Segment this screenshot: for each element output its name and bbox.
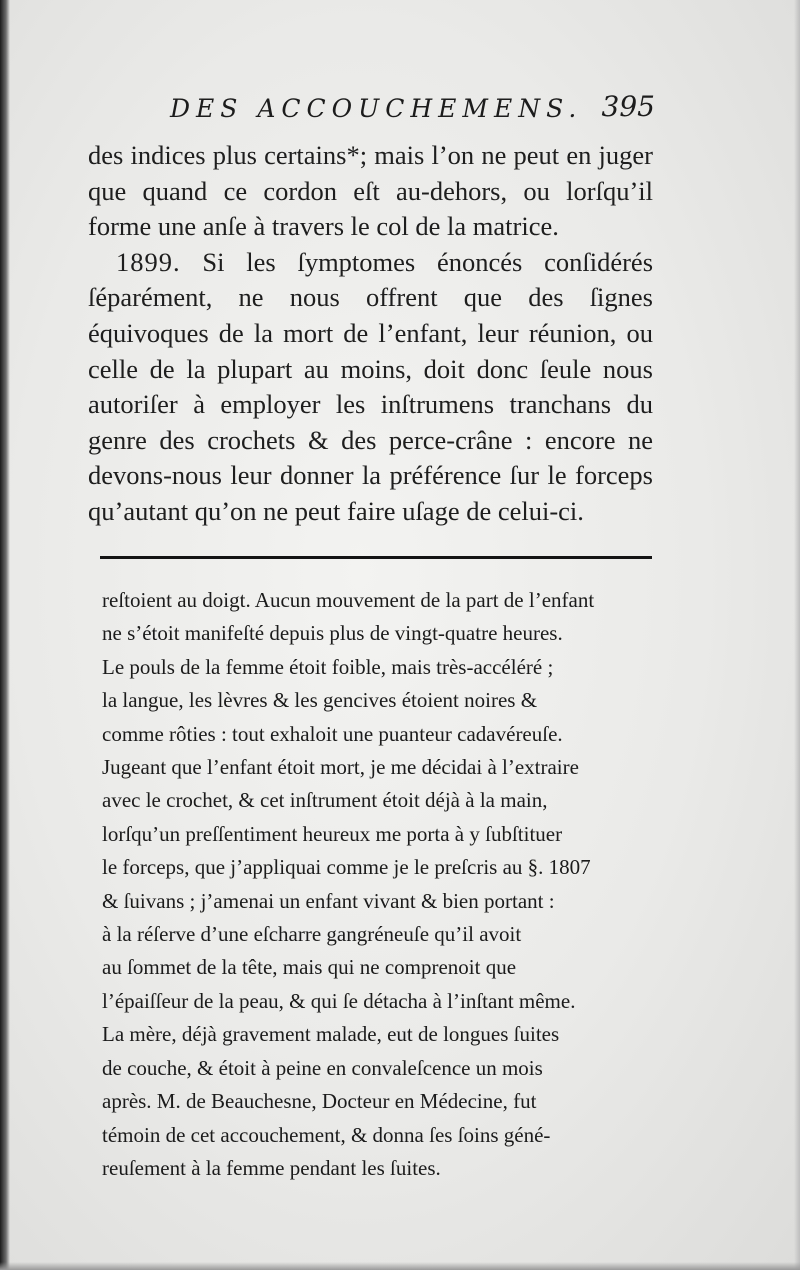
footnote-line: le forceps, que j’appliquai comme je le preſcris au §. 1807	[102, 855, 591, 880]
footnote-line: lorſqu’un preſſentiment heureux me porta à y ſubſtituer	[102, 821, 563, 846]
footnote-line: l’épaiſſeur de la peau, & qui ſe détacha à l’inſtant même.	[102, 988, 576, 1013]
main-text	[88, 138, 653, 530]
paragraph-2	[88, 245, 653, 530]
footnote-rule	[100, 556, 652, 559]
paragraph-number: 1899.	[116, 246, 181, 277]
footnote	[102, 584, 657, 1185]
footnote-line: reuſement à la femme pendant les ſuites.	[102, 1155, 441, 1180]
footnote-line: La mère, déjà gravement malade, eut de longues ſuites	[102, 1022, 560, 1047]
footnote-line: avec le crochet, & cet inſtrument étoit déjà à la main,	[102, 788, 548, 813]
footnote-line: reſtoient au doigt. Aucun mouvement de la part de l’enfant	[102, 588, 595, 612]
page-shadow-right	[794, 0, 800, 1270]
footnote-line: Jugeant que l’enfant étoit mort, je me décidai à l’extraire	[102, 755, 579, 780]
paragraph-2-text: Si les ſymptomes énoncés conſidérés ſéparément, ne nous offrent que des ſignes équivoques de la mort de l’enfant, leur réunion, ou celle de la plupart au moins, doit donc ſeule nous autoriſer à employer les inſtrumens tranchans du genre des crochets & des perce-crâne : encore ne devons-nous leur donner la préférence ſur le forceps qu’autant qu’on ne peut faire uſage de celui-ci.	[88, 246, 654, 526]
footnote-line: comme rôties : tout exhaloit une puanteur cadavéreuſe.	[102, 721, 563, 746]
footnote-line: après. M. de Beauchesne, Docteur en Médecine, fut	[102, 1089, 537, 1114]
page-shadow-left	[0, 0, 10, 1270]
page-number: 395	[601, 90, 655, 123]
footnote-line: Le pouls de la femme étoit foible, mais très-accéléré ;	[102, 654, 554, 679]
footnote-line: ne s’étoit manifeſté depuis plus de vingt-quatre heures.	[102, 621, 563, 646]
running-head	[170, 88, 655, 128]
paragraph-1: des indices plus certains*; mais l’on ne peut en juger que quand ce cordon eſt au-dehors, ou lorſqu’il forme une anſe à travers le col de la matrice.	[88, 140, 653, 242]
footnote-line: & ſuivans ; j’amenai un enfant vivant & bien portant :	[102, 888, 555, 913]
footnote-line: la langue, les lèvres & les gencives étoient noires &	[102, 688, 538, 713]
footnote-line: témoin de cet accouchement, & donna ſes ſoins géné-	[102, 1122, 551, 1147]
running-head-title: DES ACCOUCHEMENS.	[170, 94, 583, 123]
footnote-line: de couche, & étoit à peine en convaleſcence un mois	[102, 1055, 543, 1080]
footnote-line: à la réſerve d’une eſcharre gangréneuſe qu’il avoit	[102, 922, 522, 947]
footnote-line: au ſommet de la tête, mais qui ne comprenoit que	[102, 955, 517, 980]
page-shadow-bottom	[0, 1262, 800, 1270]
